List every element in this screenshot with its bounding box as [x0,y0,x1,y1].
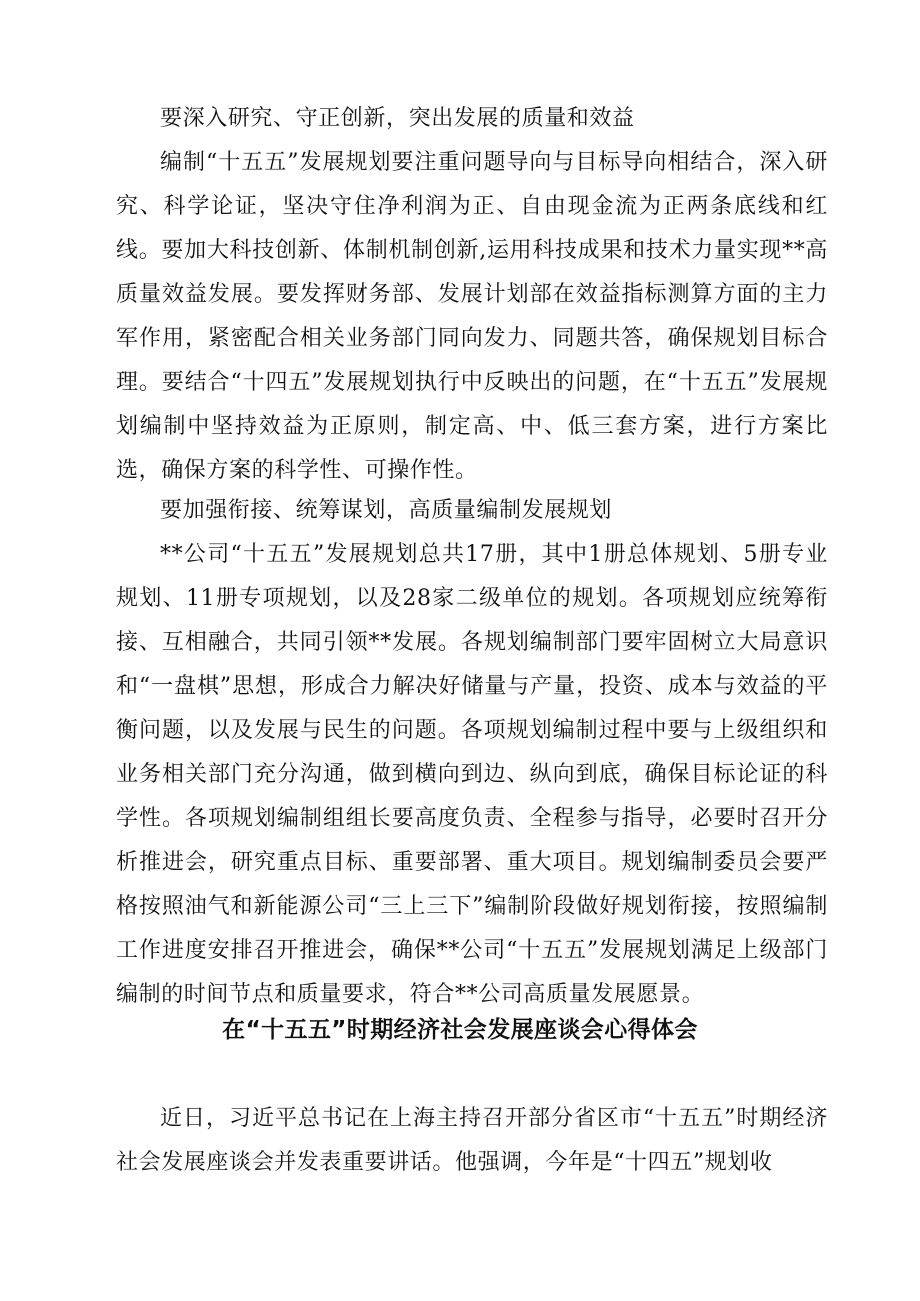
section-paragraph-coordination: **公司“十五五”发展规划总共17册，其中1册总体规划、5册专业规划、11册专项规划，以及28家二级单位的规划。各项规划应统筹衔接、互相融合，共同引领**发展。各规划编制部门要牢固树立大局意识和“一盘棋”思想，形成合力解决好储量与产量，投资、成本与效益的平衡问题，以及发展与民生的问题。各项规划编制过程中要与上级组织和业务相关部门充分沟通，做到横向到边、纵向到底，确保目标论证的科学性。各项规划编制组组长要高度负责、全程参与指导，必要时召开分析推进会，研究重点目标、重要部署、重大项目。规划编制委员会要严格按照油气和新能源公司“三上三下”编制阶段做好规划衔接，按照编制工作进度安排召开推进会，确保**公司“十五五”发展规划满足上级部门编制的时间节点和质量要求，符合**公司高质量发展愿景。 [116,542,828,1007]
section-paragraph-quality-efficiency: 编制“十五五”发展规划要注重问题导向与目标导向相结合，深入研究、科学论证，坚决守住净利润为正、自由现金流为正两条底线和红线。要加大科技创新、体制机制创新,运用科技成果和技术力量实现**高质量效益发展。要发挥财务部、发展计划部在效益指标测算方面的主力军作用，紧密配合相关业务部门同向发力、同题共答，确保规划目标合理。要结合“十四五”发展规划执行中反映出的问题，在“十五五”发展规划编制中坚持效益为正原则，制定高、中、低三套方案，进行方案比选，确保方案的科学性、可操作性。 [116,150,828,483]
section-heading-quality-efficiency: 要深入研究、守正创新，突出发展的质量和效益 [160,106,635,131]
article-title: 在“十五五”时期经济社会发展座谈会心得体会 [222,1017,698,1043]
section-heading-coordination: 要加强衔接、统筹谋划，高质量编制发展规划 [160,498,613,523]
article-paragraph-intro: 近日，习近平总书记在上海主持召开部分省区市“十五五”时期经济社会发展座谈会并发表重要讲话。他强调，今年是“十四五”规划收 [116,1106,828,1175]
